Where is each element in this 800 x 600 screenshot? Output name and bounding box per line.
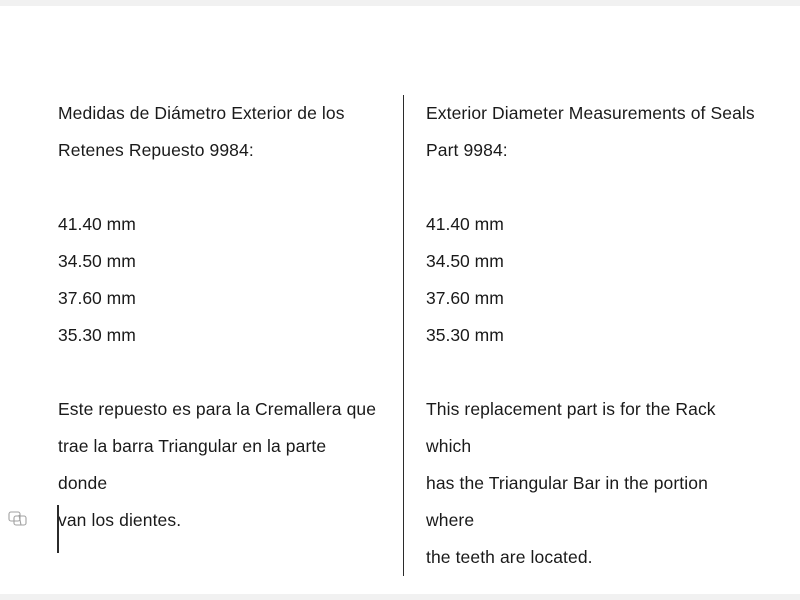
spanish-note-line-3: van los dientes. (58, 510, 182, 530)
spanish-note (58, 391, 379, 539)
spanish-note-line-2: trae la barra Triangular en la parte donde (58, 436, 327, 493)
english-measurement-2: 34.50 mm (426, 251, 504, 271)
page-bottom-edge (0, 594, 800, 600)
spanish-heading (58, 95, 379, 169)
spanish-note-line-1: Este repuesto es para la Cremallera que (58, 399, 377, 419)
english-gap-2 (426, 354, 758, 391)
spanish-measurement-1: 41.40 mm (58, 214, 136, 234)
english-note-line-2: has the Triangular Bar in the portion where (426, 473, 708, 530)
watermark-logo-icon (8, 508, 30, 530)
spanish-gap-2 (58, 354, 379, 391)
left-column-rule (57, 505, 59, 553)
spanish-measurement-3: 37.60 mm (58, 288, 136, 308)
spanish-measurement-list (58, 206, 379, 354)
spanish-gap-1 (58, 169, 379, 206)
english-heading-line-1: Exterior Diameter Measurements of Seals (426, 103, 755, 123)
page-top-edge (0, 0, 800, 6)
spanish-measurement-4: 35.30 mm (58, 325, 136, 345)
spanish-measurement-2: 34.50 mm (58, 251, 136, 271)
english-gap-1 (426, 169, 758, 206)
english-heading (426, 95, 758, 169)
spanish-heading-line-1: Medidas de Diámetro Exterior de los (58, 103, 345, 123)
english-heading-line-2: Part 9984: (426, 140, 508, 160)
english-note-line-3: the teeth are located. (426, 547, 593, 567)
english-measurement-list (426, 206, 758, 354)
english-note (426, 391, 758, 576)
english-measurement-4: 35.30 mm (426, 325, 504, 345)
spanish-heading-line-2: Retenes Repuesto 9984: (58, 140, 254, 160)
english-measurement-1: 41.40 mm (426, 214, 504, 234)
spanish-column (58, 95, 403, 576)
two-column-body (58, 95, 760, 576)
english-measurement-3: 37.60 mm (426, 288, 504, 308)
english-note-line-1: This replacement part is for the Rack which (426, 399, 716, 456)
english-column (403, 95, 758, 576)
